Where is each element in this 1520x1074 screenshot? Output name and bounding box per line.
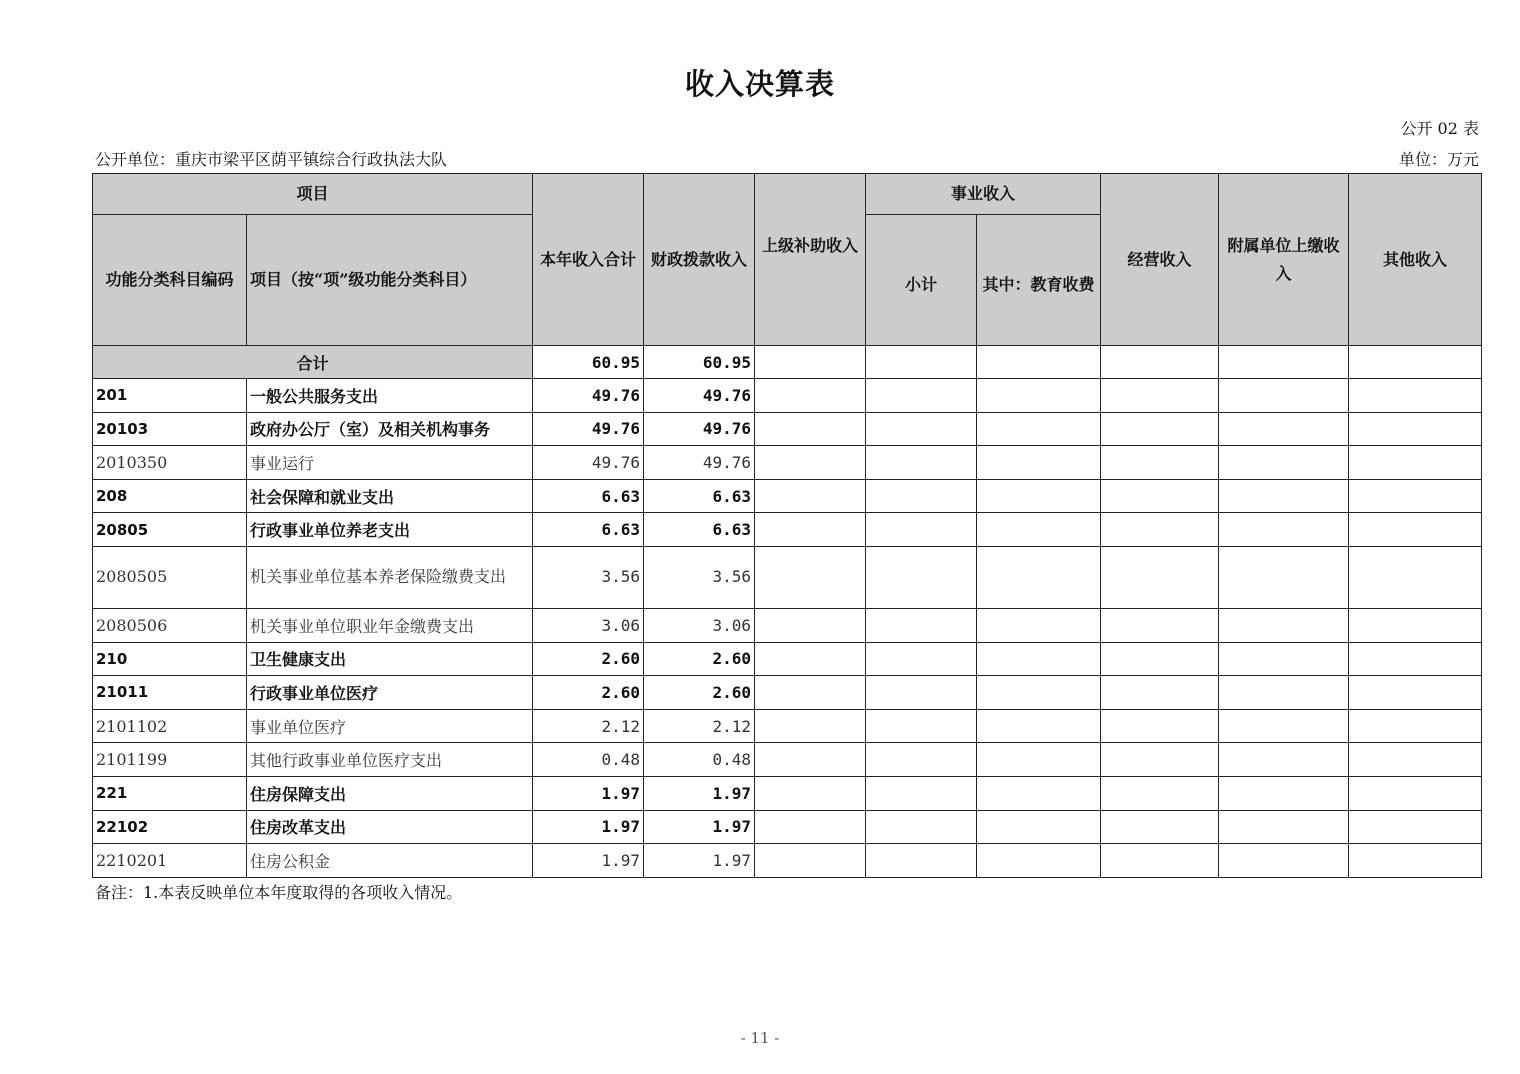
empty-cell bbox=[755, 776, 866, 810]
row-fiscal: 0.48 bbox=[644, 743, 755, 777]
row-fiscal: 1.97 bbox=[644, 776, 755, 810]
empty-cell bbox=[755, 676, 866, 710]
empty-cell bbox=[866, 743, 977, 777]
row-total: 2.60 bbox=[533, 676, 644, 710]
empty-cell bbox=[1349, 709, 1482, 743]
empty-cell bbox=[977, 346, 1101, 379]
empty-cell bbox=[977, 513, 1101, 547]
row-name: 事业运行 bbox=[247, 446, 533, 480]
row-fiscal: 3.06 bbox=[644, 608, 755, 642]
empty-cell bbox=[1219, 676, 1349, 710]
row-fiscal: 49.76 bbox=[644, 412, 755, 446]
empty-cell bbox=[1101, 844, 1219, 878]
total-income: 60.95 bbox=[533, 346, 644, 379]
row-total: 49.76 bbox=[533, 412, 644, 446]
empty-cell bbox=[1219, 709, 1349, 743]
empty-cell bbox=[866, 479, 977, 513]
row-code: 201 bbox=[93, 379, 247, 413]
row-name: 行政事业单位医疗 bbox=[247, 676, 533, 710]
table-row bbox=[93, 844, 1482, 878]
empty-cell bbox=[1219, 844, 1349, 878]
row-fiscal: 1.97 bbox=[644, 844, 755, 878]
empty-cell bbox=[1349, 546, 1482, 608]
empty-cell bbox=[1219, 346, 1349, 379]
row-code: 2080506 bbox=[93, 608, 247, 642]
empty-cell bbox=[1349, 379, 1482, 413]
empty-cell bbox=[1101, 676, 1219, 710]
empty-cell bbox=[1349, 844, 1482, 878]
page-number: - 11 - bbox=[740, 1029, 780, 1047]
empty-cell bbox=[977, 446, 1101, 480]
row-fiscal: 3.56 bbox=[644, 546, 755, 608]
empty-cell bbox=[755, 743, 866, 777]
table-row bbox=[93, 379, 1482, 413]
row-code: 210 bbox=[93, 642, 247, 676]
total-row bbox=[93, 346, 1482, 379]
table-row bbox=[93, 642, 1482, 676]
empty-cell bbox=[1219, 513, 1349, 547]
row-code: 20805 bbox=[93, 513, 247, 547]
row-total: 49.76 bbox=[533, 446, 644, 480]
row-fiscal: 49.76 bbox=[644, 446, 755, 480]
empty-cell bbox=[1219, 479, 1349, 513]
form-number: 公开 02 表 bbox=[1400, 119, 1479, 138]
reporting-unit: 公开单位：重庆市梁平区荫平镇综合行政执法大队 bbox=[95, 150, 448, 169]
row-name: 社会保障和就业支出 bbox=[247, 479, 533, 513]
header-subtotal: 小计 bbox=[866, 215, 977, 346]
empty-cell bbox=[977, 676, 1101, 710]
row-total: 6.63 bbox=[533, 479, 644, 513]
empty-cell bbox=[977, 810, 1101, 844]
table-row bbox=[93, 743, 1482, 777]
row-name: 机关事业单位基本养老保险缴费支出 bbox=[247, 546, 533, 608]
empty-cell bbox=[1101, 479, 1219, 513]
row-name: 行政事业单位养老支出 bbox=[247, 513, 533, 547]
empty-cell bbox=[977, 776, 1101, 810]
row-fiscal: 1.97 bbox=[644, 810, 755, 844]
empty-cell bbox=[1349, 513, 1482, 547]
empty-cell bbox=[1219, 446, 1349, 480]
empty-cell bbox=[1101, 346, 1219, 379]
empty-cell bbox=[866, 709, 977, 743]
empty-cell bbox=[1219, 412, 1349, 446]
table-row bbox=[93, 810, 1482, 844]
header-superior: 上级补助收入 bbox=[755, 174, 866, 346]
header-code: 功能分类科目编码 bbox=[93, 215, 247, 346]
row-total: 2.12 bbox=[533, 709, 644, 743]
row-fiscal: 49.76 bbox=[644, 379, 755, 413]
row-name: 住房保障支出 bbox=[247, 776, 533, 810]
empty-cell bbox=[1101, 446, 1219, 480]
empty-cell bbox=[1219, 546, 1349, 608]
empty-cell bbox=[866, 844, 977, 878]
empty-cell bbox=[866, 608, 977, 642]
empty-cell bbox=[1219, 379, 1349, 413]
empty-cell bbox=[1101, 776, 1219, 810]
row-fiscal: 6.63 bbox=[644, 479, 755, 513]
row-fiscal: 6.63 bbox=[644, 513, 755, 547]
empty-cell bbox=[866, 546, 977, 608]
row-code: 2101102 bbox=[93, 709, 247, 743]
row-code: 208 bbox=[93, 479, 247, 513]
empty-cell bbox=[1349, 776, 1482, 810]
row-code: 20103 bbox=[93, 412, 247, 446]
currency-unit: 单位：万元 bbox=[1398, 150, 1479, 169]
table-row bbox=[93, 776, 1482, 810]
header-other: 其他收入 bbox=[1349, 174, 1482, 346]
row-name: 住房公积金 bbox=[247, 844, 533, 878]
empty-cell bbox=[1219, 810, 1349, 844]
header-career: 事业收入 bbox=[866, 174, 1101, 215]
empty-cell bbox=[1101, 642, 1219, 676]
empty-cell bbox=[755, 844, 866, 878]
row-total: 0.48 bbox=[533, 743, 644, 777]
row-fiscal: 2.12 bbox=[644, 709, 755, 743]
empty-cell bbox=[1219, 776, 1349, 810]
empty-cell bbox=[755, 412, 866, 446]
row-fiscal: 2.60 bbox=[644, 676, 755, 710]
empty-cell bbox=[1349, 412, 1482, 446]
empty-cell bbox=[1101, 743, 1219, 777]
row-total: 3.06 bbox=[533, 608, 644, 642]
empty-cell bbox=[1349, 346, 1482, 379]
row-code: 2210201 bbox=[93, 844, 247, 878]
empty-cell bbox=[977, 642, 1101, 676]
empty-cell bbox=[1349, 743, 1482, 777]
row-total: 1.97 bbox=[533, 776, 644, 810]
empty-cell bbox=[977, 546, 1101, 608]
row-total: 2.60 bbox=[533, 642, 644, 676]
empty-cell bbox=[755, 479, 866, 513]
empty-cell bbox=[1219, 642, 1349, 676]
row-code: 2080505 bbox=[93, 546, 247, 608]
footnote: 备注：1.本表反映单位本年度取得的各项收入情况。 bbox=[95, 883, 463, 902]
row-name: 机关事业单位职业年金缴费支出 bbox=[247, 608, 533, 642]
empty-cell bbox=[1219, 743, 1349, 777]
row-code: 22102 bbox=[93, 810, 247, 844]
empty-cell bbox=[1349, 642, 1482, 676]
empty-cell bbox=[866, 379, 977, 413]
header-fiscal: 财政拨款收入 bbox=[644, 174, 755, 346]
empty-cell bbox=[755, 513, 866, 547]
empty-cell bbox=[866, 810, 977, 844]
empty-cell bbox=[977, 479, 1101, 513]
empty-cell bbox=[755, 709, 866, 743]
header-project: 项目 bbox=[93, 174, 533, 215]
empty-cell bbox=[977, 412, 1101, 446]
empty-cell bbox=[866, 776, 977, 810]
empty-cell bbox=[755, 642, 866, 676]
header-business: 经营收入 bbox=[1101, 174, 1219, 346]
empty-cell bbox=[866, 513, 977, 547]
row-total: 1.97 bbox=[533, 844, 644, 878]
row-total: 3.56 bbox=[533, 546, 644, 608]
empty-cell bbox=[755, 346, 866, 379]
header-total: 本年收入合计 bbox=[533, 174, 644, 346]
empty-cell bbox=[1101, 608, 1219, 642]
row-name: 卫生健康支出 bbox=[247, 642, 533, 676]
empty-cell bbox=[977, 709, 1101, 743]
empty-cell bbox=[1349, 676, 1482, 710]
empty-cell bbox=[1349, 479, 1482, 513]
row-name: 其他行政事业单位医疗支出 bbox=[247, 743, 533, 777]
empty-cell bbox=[866, 412, 977, 446]
empty-cell bbox=[866, 446, 977, 480]
row-code: 2101199 bbox=[93, 743, 247, 777]
header-education: 其中：教育收费 bbox=[977, 215, 1101, 346]
empty-cell bbox=[755, 446, 866, 480]
row-code: 221 bbox=[93, 776, 247, 810]
empty-cell bbox=[977, 743, 1101, 777]
empty-cell bbox=[755, 546, 866, 608]
empty-cell bbox=[1101, 546, 1219, 608]
empty-cell bbox=[866, 642, 977, 676]
header-name: 项目（按“项”级功能分类科目） bbox=[247, 215, 533, 346]
row-code: 2010350 bbox=[93, 446, 247, 480]
row-name: 一般公共服务支出 bbox=[247, 379, 533, 413]
empty-cell bbox=[1349, 810, 1482, 844]
empty-cell bbox=[977, 379, 1101, 413]
row-fiscal: 2.60 bbox=[644, 642, 755, 676]
empty-cell bbox=[1101, 412, 1219, 446]
header-affiliated: 附属单位上缴收入 bbox=[1219, 174, 1349, 346]
empty-cell bbox=[977, 844, 1101, 878]
table-row bbox=[93, 446, 1482, 480]
row-code: 21011 bbox=[93, 676, 247, 710]
empty-cell bbox=[755, 810, 866, 844]
row-name: 住房改革支出 bbox=[247, 810, 533, 844]
empty-cell bbox=[1349, 446, 1482, 480]
row-name: 政府办公厅（室）及相关机构事务 bbox=[247, 412, 533, 446]
empty-cell bbox=[1101, 379, 1219, 413]
empty-cell bbox=[866, 346, 977, 379]
total-label: 合计 bbox=[93, 346, 533, 379]
row-total: 1.97 bbox=[533, 810, 644, 844]
empty-cell bbox=[1219, 608, 1349, 642]
table-row bbox=[93, 479, 1482, 513]
total-fiscal: 60.95 bbox=[644, 346, 755, 379]
table-row bbox=[93, 546, 1482, 608]
empty-cell bbox=[1101, 513, 1219, 547]
empty-cell bbox=[1349, 608, 1482, 642]
table-row bbox=[93, 709, 1482, 743]
empty-cell bbox=[755, 379, 866, 413]
table-row bbox=[93, 608, 1482, 642]
table-row bbox=[93, 412, 1482, 446]
page-title: 收入决算表 bbox=[684, 67, 835, 101]
empty-cell bbox=[755, 608, 866, 642]
table-row bbox=[93, 676, 1482, 710]
income-table bbox=[92, 173, 1482, 878]
row-total: 49.76 bbox=[533, 379, 644, 413]
table-row bbox=[93, 513, 1482, 547]
empty-cell bbox=[1101, 709, 1219, 743]
empty-cell bbox=[977, 608, 1101, 642]
row-total: 6.63 bbox=[533, 513, 644, 547]
empty-cell bbox=[866, 676, 977, 710]
empty-cell bbox=[1101, 810, 1219, 844]
row-name: 事业单位医疗 bbox=[247, 709, 533, 743]
